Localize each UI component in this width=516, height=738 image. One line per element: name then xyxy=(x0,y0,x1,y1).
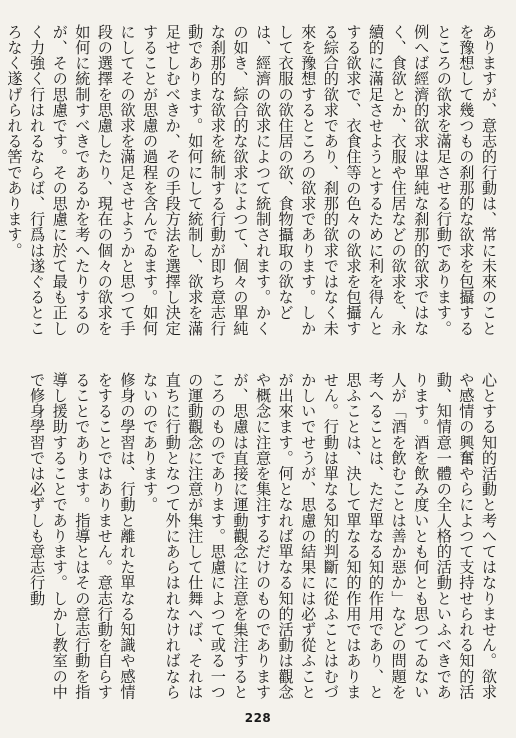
upper-paragraph-2 xyxy=(0,24,3,344)
lower-paragraph-2: 修身の學習は、行動と離れた單なる知識や感情をすることではありません。意志行動を自らすることであります。指導とはその意志行動を指導し援助することであります。しかし教室の中で修身學習では必ずしも意志行動 xyxy=(28,372,137,700)
page-number: 228 xyxy=(244,711,272,725)
lower-paragraph-1: 心とする知的活動と考へてはなりません。欲求や感情の興奮やらによつて支持せられる知的活動、知情意一體の全人格的活動といふべきであります。酒を飲み度いとも何とも思つてゐない人が「酒を飲むことは善か惡か」などの問題を考へることは、ただ單なる知的作用であり、と思ふことは、決して單なる知的作用ではありません。行動は單なる知的判斷に從ふことはむづかしいでせうが、思慮の結果には必ず從ふことが出來ます。何となれば單なる知的活動は觀念や概念に注意を集注するだけのものでありますが、思慮は直接に運動觀念に注意を集注するところのものであります。思慮によつて或る一つの運動觀念に注意が集注して仕舞へば、それは直ちに行動となつて外にあらはれなければならないのであります。 xyxy=(141,372,498,700)
upper-paragraph-1: ありますが、意志的行動は、常に未來のことを豫想して幾つもの刹那的な欲求を包攝するところの欲求を滿足させる行動であります。例へば經濟的欲求は單純な刹那的欲求ではなく、食欲とか、衣服や住居などの欲求を、永續的に滿足させようとするために利を得んとする欲求で、衣食住等の色々の欲求を包攝する綜合的欲求であり、刹那的欲求ではなく未來を豫想するところの欲求であります。しかして衣服の欲住居の欲、食物攝取の欲などは、經濟の欲求によつて統制されます。かくの如き、綜合的な欲求によつて、個々の單純な刹那的な欲求を統制する行動が即ち意志行動であります。如何にして統制し、欲求を滿足せしむべきか、その手段方法を選擇し決定することが思慮の過程を含んでゐます。如何にしてその欲求を滿足させようかと思つて手段の選擇を思慮したり、現在の個々の欲求を如何に統制すべきであるかを考へたりするのが、その思慮です。その思慮に於て最も正しく力強く行はれるならば、行爲は遂ぐるところなく遂げられる筈であります。 xyxy=(5,24,498,336)
upper-text-block xyxy=(5,24,500,344)
lower-text-block xyxy=(30,372,500,712)
